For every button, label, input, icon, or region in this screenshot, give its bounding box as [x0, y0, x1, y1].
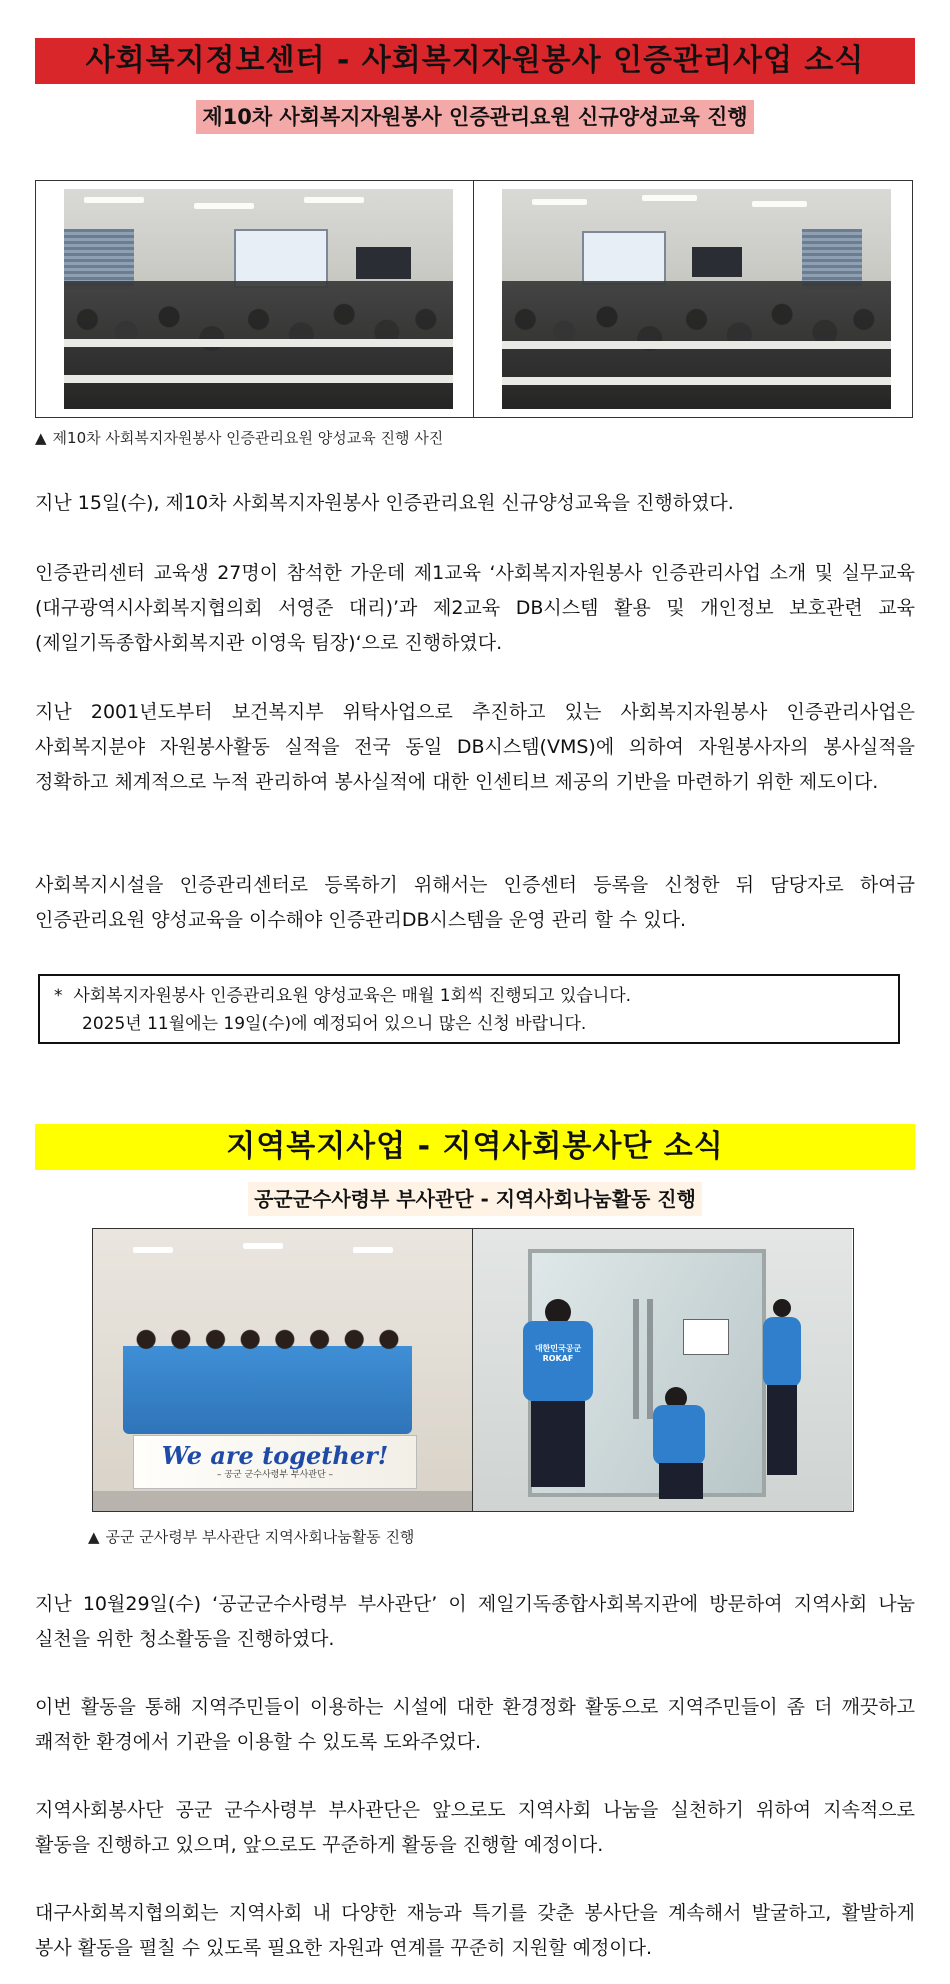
wall-tv — [692, 247, 742, 277]
section1-paragraph: 지난 2001년도부터 보건복지부 위탁사업으로 추진하고 있는 사회복지자원봉사 인증관리사업은 사회복지분야 자원봉사활동 실적을 전국 동일 DB시스템(VMS)에 의하여 자원봉사자의 봉사실적을 정확하고 체계적으로 누적 관리하여 봉사실적에 대한 인센티브 제공의 기반을 마련하기 위한 제도이다. — [35, 701, 915, 793]
classroom-scene — [64, 189, 453, 409]
slogan-banner — [133, 1435, 417, 1489]
cleaning-activity-photo — [473, 1229, 852, 1511]
ceiling-light — [532, 199, 587, 205]
section1-paragraph: 사회복지시설을 인증관리센터로 등록하기 위해서는 인증센터 등록을 신청한 뒤 담당자로 하여금 인증관리요원 양성교육을 이수해야 인증관리DB시스템을 운영 관리 할 수 있다. — [35, 874, 915, 931]
section1-photo-caption — [35, 428, 443, 448]
volunteer-group — [123, 1324, 412, 1434]
door-notice — [683, 1319, 729, 1355]
wall-tv — [356, 247, 411, 279]
triangle-marker-icon: ▲ — [88, 1528, 100, 1546]
section2-paragraph: 대구사회복지협의회는 지역사회 내 다양한 재능과 특기를 갖춘 봉사단을 계속해서 발굴하고, 활발하게 봉사 활동을 펼칠 수 있도록 필요한 자원과 연계를 꾸준히 지원할 예정이다. — [35, 1902, 915, 1959]
section2-subtitle: 공군군수사령부 부사관단 - 지역사회나눔활동 진행 — [248, 1182, 702, 1216]
section1-subtitle-wrap — [0, 100, 950, 134]
section2-paragraph: 지난 10월29일(수) ‘공군군수사령부 부사관단’ 이 제일기독종합사회복지관에 방문하여 지역사회 나눔 실천을 위한 청소활동을 진행하였다. — [35, 1593, 915, 1650]
ceiling-light — [194, 203, 254, 209]
slogan-text: We are together! — [161, 1441, 389, 1470]
window-blind — [64, 229, 134, 289]
section1-paragraph: 지난 15일(수), 제10차 사회복지자원봉사 인증관리요원 신규양성교육을 진행하였다. — [35, 492, 734, 514]
desk-row — [64, 339, 453, 347]
ceiling-light — [243, 1243, 283, 1249]
triangle-marker-icon: ▲ — [35, 429, 47, 447]
worker-pants — [659, 1463, 703, 1499]
training-photo-right — [474, 181, 911, 417]
projection-screen — [582, 231, 666, 285]
section1-banner: 사회복지정보센터 - 사회복지자원봉사 인증관리사업 소식 — [35, 38, 915, 84]
ceiling-light — [133, 1247, 173, 1253]
worker-pants — [767, 1385, 797, 1475]
projection-screen — [234, 229, 328, 288]
window-blind — [802, 229, 862, 289]
door-handle — [633, 1299, 639, 1419]
note-text-1: 사회복지자원봉사 인증관리요원 양성교육은 매월 1회씩 진행되고 있습니다. — [73, 986, 632, 1006]
section2-subtitle-wrap — [0, 1182, 950, 1216]
desk-row — [502, 341, 891, 349]
desk-row — [64, 375, 453, 383]
ceiling-light — [304, 197, 364, 203]
section2-paragraph: 이번 활동을 통해 지역주민들이 이용하는 시설에 대한 환경정화 활동으로 지역주민들이 좀 더 깨끗하고 쾌적한 환경에서 기관을 이용할 수 있도록 도와주었다. — [35, 1696, 915, 1753]
worker-vest — [763, 1317, 801, 1387]
classroom-scene — [502, 189, 891, 409]
ceiling-light — [642, 195, 697, 201]
worker-vest — [653, 1405, 705, 1465]
ceiling-light — [84, 197, 144, 203]
worker-pants — [531, 1401, 585, 1487]
section2-paragraph: 지역사회봉사단 공군 군수사령부 부사관단은 앞으로도 지역사회 나눔을 실천하기 위하여 지속적으로 활동을 진행하고 있으며, 앞으로도 꾸준하게 활동을 진행할 예정이다. — [35, 1799, 915, 1856]
volunteer-group-photo — [93, 1229, 473, 1511]
section1-subtitle: 제10차 사회복지자원봉사 인증관리요원 신규양성교육 진행 — [196, 100, 753, 134]
section1-photo-frame — [35, 180, 913, 418]
note-text-2: 2025년 11월에는 19일(수)에 예정되어 있으니 많은 신청 바랍니다. — [82, 1014, 587, 1034]
section1-caption-text: 제10차 사회복지자원봉사 인증관리요원 양성교육 진행 사진 — [52, 429, 444, 447]
desk-row — [502, 377, 891, 385]
note-bullet: * — [54, 986, 63, 1006]
ceiling-light — [353, 1247, 393, 1253]
vest-text: 대한민국공군 ROKAF — [534, 1344, 582, 1363]
door-handle — [647, 1299, 653, 1419]
section2-photo-caption — [88, 1527, 414, 1547]
floor — [93, 1491, 472, 1511]
training-photo-left — [36, 181, 474, 417]
section2-photo-frame — [92, 1228, 854, 1512]
section1-paragraph: 인증관리센터 교육생 27명이 참석한 가운데 제1교육 ‘사회복지자원봉사 인증관리사업 소개 및 실무교육(대구광역시사회복지협의회 서영준 대리)’과 제2교육 DB시스템 활용 및 개인정보 보호관련 교육(제일기독종합사회복지관 이영욱 팀장)‘으로 진행하였다. — [35, 562, 915, 654]
worker-head — [773, 1299, 791, 1317]
section2-banner: 지역복지사업 - 지역사회봉사단 소식 — [35, 1124, 915, 1170]
section2-caption-text: 공군 군사령부 부사관단 지역사회나눔활동 진행 — [105, 1528, 415, 1546]
slogan-unit: – 공군 군수사령부 부사관단 – — [216, 1470, 334, 1480]
note-line-1 — [54, 982, 884, 1010]
training-schedule-note — [38, 974, 900, 1044]
worker-vest — [523, 1321, 593, 1401]
ceiling-light — [752, 201, 807, 207]
